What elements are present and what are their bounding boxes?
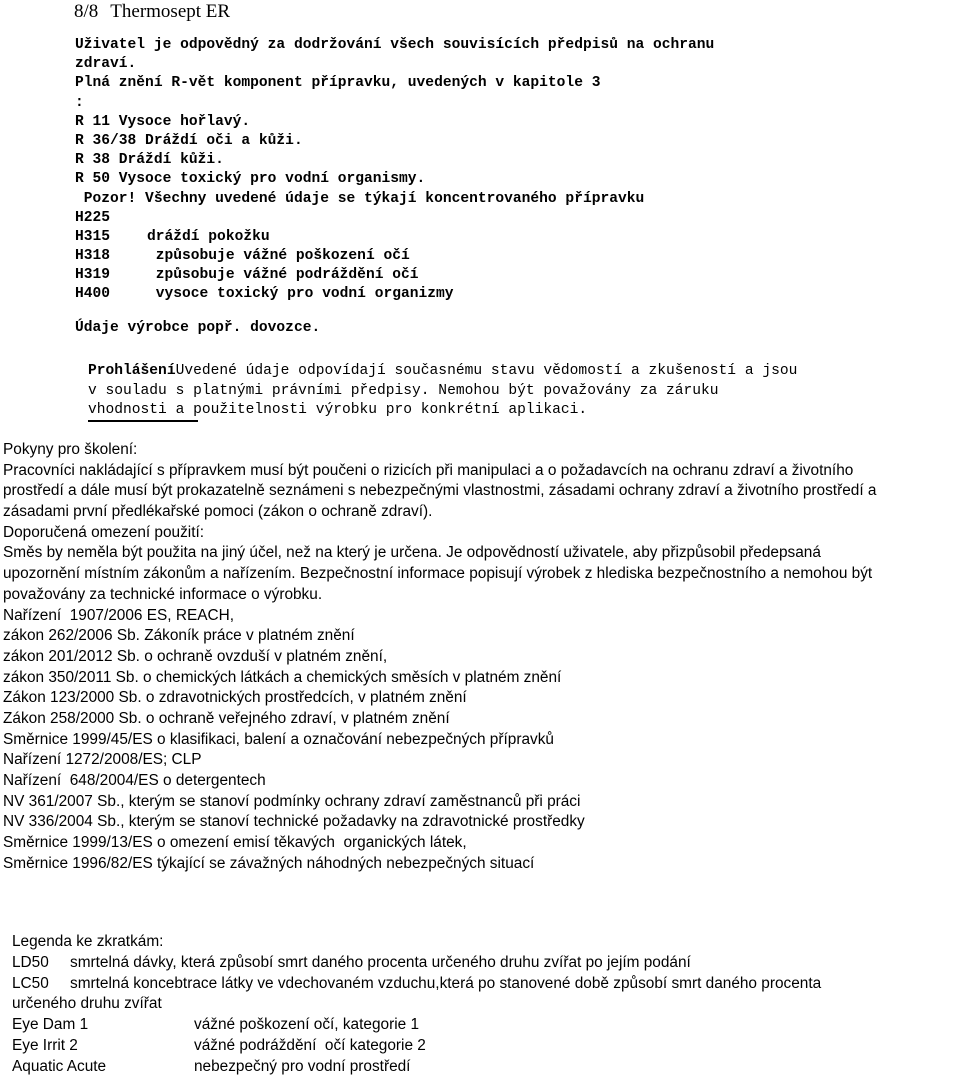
legend-text-continued: určeného druhu zvířat	[12, 995, 162, 1013]
legislation-line: zákon 350/2011 Sb. o chemických látkách a chemických směsích v platném znění	[3, 668, 562, 686]
legend-row	[12, 1057, 952, 1078]
training-line: upozornění místním zákonům a nařízením. Bezpečnostní informace popisují výrobek z hlediska bezpečnostního a nemohou být	[3, 565, 873, 583]
regulatory-line: :	[75, 94, 84, 111]
regulatory-line: Uživatel je odpovědný za dodržování všech souvisících předpisů na ochranu	[75, 37, 715, 53]
legend-row	[12, 1015, 952, 1036]
legend-abbr: Eye Irrit 2	[12, 1036, 78, 1054]
legend-abbr: LC50	[12, 974, 49, 992]
regulatory-info	[75, 36, 935, 338]
declaration-heading: Prohlášení	[88, 363, 176, 379]
r-phrase: R 50 Vysoce toxický pro vodní organismy.	[75, 171, 426, 188]
legend-abbr: LD50	[12, 953, 49, 971]
training-line: prostředí a dále musí být prokazatelně seznámeni s nebezpečnými vlastnostmi, zásadami ochrany zdraví a životního prostředí a	[3, 482, 877, 500]
training-line: Doporučená omezení použití:	[3, 523, 205, 541]
h-statement	[75, 285, 935, 304]
training-line: považovány za technické informace o výrobku.	[3, 585, 323, 603]
r-phrase: R 11 Vysoce hořlavý.	[75, 113, 251, 130]
legislation-line: Směrnice 1999/45/ES o klasifikaci, balení a označování nebezpečných přípravků	[3, 730, 554, 748]
regulatory-line: zdraví.	[75, 56, 137, 73]
legend-text: smrtelná koncebtrace látky ve vdechovaném vzduchu,která po stanovené době způsobí smrt daného procenta	[70, 974, 822, 992]
h-text: dráždí pokožku	[147, 228, 270, 245]
legislation-line: Směrnice 1999/13/ES o omezení emisí těkavých organických látek,	[3, 834, 467, 852]
h-statement	[75, 266, 935, 285]
legislation-line: Nařízení 1907/2006 ES, REACH,	[3, 606, 234, 624]
legislation-line: zákon 201/2012 Sb. o ochraně ovzduší v platném znění,	[3, 647, 388, 665]
legend-row	[12, 974, 952, 995]
h-statement	[75, 247, 935, 266]
legend-row	[12, 953, 952, 974]
h-code: H319	[75, 267, 111, 284]
training-section	[3, 440, 958, 874]
divider	[88, 420, 198, 422]
h-code: H318	[75, 248, 111, 265]
legislation-line: Zákon 123/2000 Sb. o zdravotnických prostředcích, v platném znění	[3, 689, 467, 707]
h-code: H315	[75, 228, 111, 245]
training-line: zásadami první předlékařské pomoci (zákon o ochraně zdraví).	[3, 503, 433, 521]
h-statement	[75, 228, 935, 247]
h-text: způsobuje vážné podráždění očí	[147, 267, 419, 284]
legend-abbr: Aquatic Acute	[12, 1057, 107, 1075]
legend-text: nebezpečný pro vodní prostředí	[194, 1057, 411, 1075]
h-code: H225	[75, 209, 111, 226]
h-code: H400	[75, 286, 111, 303]
warning-note: Pozor! Všechny uvedené údaje se týkají koncentrovaného přípravku	[75, 190, 645, 207]
page-header	[74, 0, 230, 24]
manufacturer-data: Údaje výrobce popř. dovozce.	[75, 319, 321, 336]
declaration-text: Uvedené údaje odpovídají současnému stavu vědomostí a zkušeností a jsou	[175, 363, 798, 379]
legend-text: smrtelná dávky, která způsobí smrt daného procenta určeného druhu zvířat po jejím podání	[70, 953, 691, 971]
training-line: Směs by neměla být použita na jiný účel, než na který je určena. Je odpovědností uživatele, aby přizpůsobil předepsaná	[3, 544, 821, 562]
legislation-line: Zákon 258/2000 Sb. o ochraně veřejného zdraví, v platném znění	[3, 709, 450, 727]
training-line: Pokyny pro školení:	[3, 441, 138, 458]
legend-title: Legenda ke zkratkám:	[12, 933, 164, 950]
legislation-line: zákon 262/2006 Sb. Zákoník práce v platném znění	[3, 627, 355, 645]
legend-text: vážné podráždění očí kategorie 2	[194, 1036, 426, 1054]
legislation-line: NV 336/2004 Sb., kterým se stanoví technické požadavky na zdravotnické prostředky	[3, 813, 585, 831]
legend-text: vážné poškození očí, kategorie 1	[194, 1016, 420, 1034]
declaration-line: v souladu s platnými právními předpisy. Nemohou být považovány za záruku	[88, 382, 719, 399]
declaration	[88, 362, 938, 421]
declaration-line	[88, 362, 938, 382]
h-text: způsobuje vážné poškození očí	[147, 248, 410, 265]
legislation-line: Nařízení 1272/2008/ES; CLP	[3, 751, 202, 769]
legislation-line: NV 361/2007 Sb., kterým se stanoví podmínky ochrany zdraví zaměstnanců při práci	[3, 792, 581, 810]
regulatory-line: Plná znění R-vět komponent přípravku, uvedených v kapitole 3	[75, 75, 601, 92]
r-phrase: R 36/38 Dráždí oči a kůži.	[75, 132, 303, 149]
section-number: 8/8	[74, 1, 99, 22]
legislation-line: Směrnice 1996/82/ES týkající se závažných náhodných nebezpečných situací	[3, 854, 535, 872]
product-name: Thermosept ER	[110, 1, 231, 22]
legend-row	[12, 1036, 952, 1057]
legislation-line: Nařízení 648/2004/ES o detergentech	[3, 772, 266, 789]
spacer	[75, 305, 935, 319]
declaration-line: vhodnosti a použitelnosti výrobku pro konkrétní aplikaci.	[88, 402, 588, 419]
training-line: Pracovníci nakládající s přípravkem musí být poučeni o rizicích při manipulaci a o požadavcích na ochranu zdraví a životního	[3, 461, 854, 479]
h-text: vysoce toxický pro vodní organizmy	[147, 286, 454, 303]
r-phrase: R 38 Dráždí kůži.	[75, 152, 224, 169]
abbreviation-legend	[12, 932, 952, 1078]
legend-abbr: Eye Dam 1	[12, 1016, 89, 1034]
h-statement	[75, 209, 935, 228]
